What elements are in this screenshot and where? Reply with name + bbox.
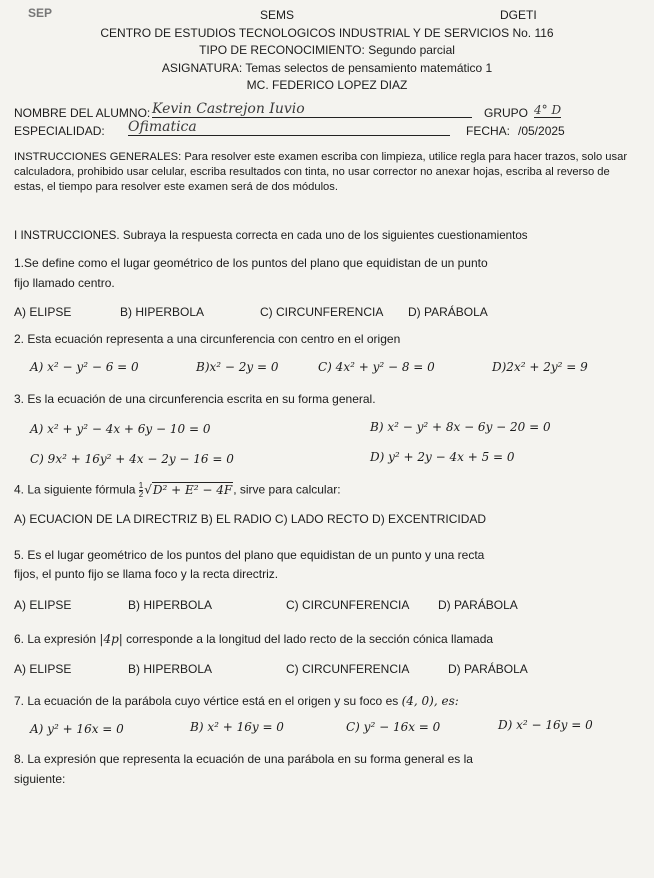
q4-frac-num: 1 bbox=[138, 481, 144, 490]
q6-option-c[interactable]: C) CIRCUNFERENCIA bbox=[286, 662, 410, 676]
q8-text-line2: siguiente: bbox=[14, 772, 66, 786]
q4-radicand: D² + E² − 4F bbox=[152, 482, 233, 497]
date-field[interactable]: /05/2025 bbox=[518, 124, 565, 138]
q1-text-line1: 1.Se define como el lugar geométrico de los puntos del plano que equidistan de un punto bbox=[14, 256, 488, 270]
group-label: GRUPO bbox=[484, 106, 529, 120]
subject-title: ASIGNATURA: Temas selectos de pensamiento matemático 1 bbox=[161, 61, 493, 75]
general-instructions: INSTRUCCIONES GENERALES: Para resolver este examen escriba con limpieza, utilice regla para hacer trazos, solo usar calculadora, prohibido usar celular, escriba resultados con tinta, no usar corrector no anexar hojas, escriba al reverso de estas, el tiempo para resolver este examen será de dos módulos. bbox=[14, 151, 628, 193]
q5-option-d[interactable]: D) PARÁBOLA bbox=[438, 598, 518, 612]
q4-sqrt-sign: √ bbox=[144, 482, 152, 497]
q8-text-line1: 8. La expresión que representa la ecuación de una parábola en su forma general es la bbox=[14, 752, 473, 766]
q6-option-d[interactable]: D) PARÁBOLA bbox=[448, 662, 528, 676]
q3-option-b[interactable]: B) x² − y² + 8x − 6y − 20 = 0 bbox=[370, 420, 551, 434]
name-field[interactable]: Kevin Castrejon Iuvio bbox=[152, 101, 472, 118]
q1-option-b[interactable]: B) HIPERBOLA bbox=[120, 305, 205, 319]
q1-option-c[interactable]: C) CIRCUNFERENCIA bbox=[260, 305, 384, 319]
q4-text-pre: 4. La siguiente fórmula bbox=[14, 482, 136, 497]
specialty-label: ESPECIALIDAD: bbox=[14, 124, 105, 138]
sems-label: SEMS bbox=[260, 8, 295, 22]
q2-option-a[interactable]: A) x² − y² − 6 = 0 bbox=[30, 360, 139, 374]
q2-option-b[interactable]: B)x² − 2y = 0 bbox=[196, 360, 279, 374]
q1-option-d[interactable]: D) PARÁBOLA bbox=[408, 305, 488, 319]
q6-option-b[interactable]: B) HIPERBOLA bbox=[128, 662, 213, 676]
q3-option-d[interactable]: D) y² + 2y − 4x + 5 = 0 bbox=[370, 450, 515, 464]
q3-option-a[interactable]: A) x² + y² − 4x + 6y − 10 = 0 bbox=[30, 422, 211, 436]
q1-text-line2: fijo llamado centro. bbox=[14, 276, 115, 290]
q6-text bbox=[14, 632, 493, 646]
q5-option-a[interactable]: A) ELIPSE bbox=[14, 598, 72, 612]
q1-option-a[interactable]: A) ELIPSE bbox=[14, 305, 72, 319]
q7-focus: (4, 0), es: bbox=[401, 694, 459, 708]
q4-fraction bbox=[139, 482, 143, 499]
name-label: NOMBRE DEL ALUMNO: bbox=[14, 106, 151, 120]
q7-option-b[interactable]: B) x² + 16y = 0 bbox=[190, 720, 284, 734]
q3-text: 3. Es la ecuación de una circunferencia escrita en su forma general. bbox=[14, 392, 376, 406]
q7-option-d[interactable]: D) x² − 16y = 0 bbox=[498, 718, 593, 732]
q4-text bbox=[14, 482, 341, 499]
q6-text-post: corresponde a la longitud del lado recto de la sección cónica llamada bbox=[126, 632, 494, 646]
q2-text: 2. Esta ecuación representa a una circunferencia con centro en el origen bbox=[14, 332, 401, 346]
q4-options[interactable]: A) ECUACION DE LA DIRECTRIZ B) EL RADIO C) LADO RECTO D) EXCENTRICIDAD bbox=[14, 512, 487, 526]
sep-logo: SEP bbox=[28, 6, 53, 20]
q2-option-d[interactable]: D)2x² + 2y² = 9 bbox=[492, 360, 588, 374]
q6-option-a[interactable]: A) ELIPSE bbox=[14, 662, 72, 676]
q6-text-pre: 6. La expresión bbox=[14, 632, 97, 646]
specialty-field[interactable]: Ofimatica bbox=[128, 119, 450, 136]
recognition-type: TIPO DE RECONOCIMIENTO: Segundo parcial bbox=[199, 43, 455, 57]
q7-text bbox=[14, 694, 459, 708]
q3-option-c[interactable]: C) 9x² + 16y² + 4x − 2y − 16 = 0 bbox=[30, 452, 234, 466]
q5-option-c[interactable]: C) CIRCUNFERENCIA bbox=[286, 598, 410, 612]
q7-option-a[interactable]: A) y² + 16x = 0 bbox=[30, 722, 124, 736]
q7-option-c[interactable]: C) y² − 16x = 0 bbox=[346, 720, 441, 734]
teacher-name: MC. FEDERICO LOPEZ DIAZ bbox=[246, 78, 408, 92]
q5-option-b[interactable]: B) HIPERBOLA bbox=[128, 598, 213, 612]
date-label: FECHA: bbox=[466, 124, 511, 138]
q5-text-line1: 5. Es el lugar geométrico de los puntos del plano que equidistan de un punto y una recta bbox=[14, 548, 485, 562]
q5-text-line2: fijos, el punto fijo se llama foco y la recta directriz. bbox=[14, 567, 279, 581]
q7-text-pre: 7. La ecuación de la parábola cuyo vértice está en el origen y su foco es bbox=[14, 694, 399, 708]
dgeti-label: DGETI bbox=[500, 8, 537, 22]
q2-option-c[interactable]: C) 4x² + y² − 8 = 0 bbox=[318, 360, 435, 374]
group-field[interactable]: 4° D bbox=[534, 103, 562, 117]
section-instructions: I INSTRUCCIONES. Subraya la respuesta correcta en cada uno de los siguientes cuestionamientos bbox=[14, 229, 528, 242]
institution-name: CENTRO DE ESTUDIOS TECNOLOGICOS INDUSTRIAL Y DE SERVICIOS No. 116 bbox=[100, 26, 554, 40]
q4-frac-den: 2 bbox=[138, 490, 144, 499]
q6-expression: |4p| bbox=[99, 632, 123, 646]
q4-text-post: , sirve para calcular: bbox=[233, 482, 341, 497]
